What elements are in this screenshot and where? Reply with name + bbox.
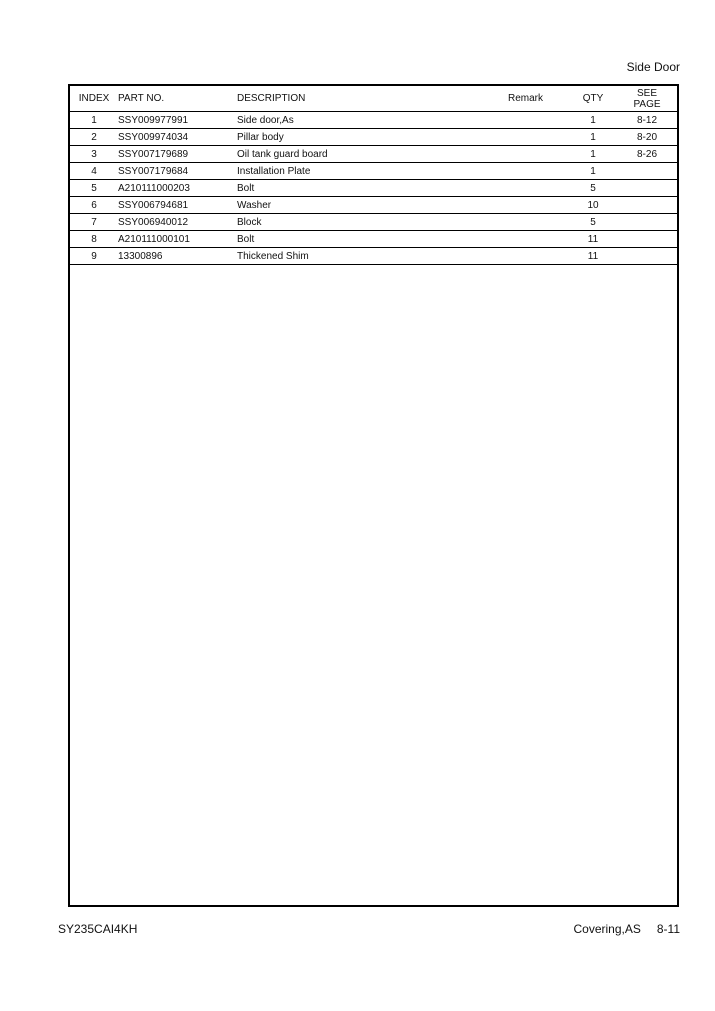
cell-index: 4: [70, 163, 116, 180]
cell-index: 9: [70, 248, 116, 265]
parts-table: [70, 86, 677, 265]
footer-section-page: [573, 922, 680, 936]
cell-remark: [480, 231, 569, 248]
cell-part-no: SSY006794681: [116, 197, 235, 214]
cell-see-page: 8-26: [615, 146, 677, 163]
cell-remark: [480, 180, 569, 197]
cell-index: 3: [70, 146, 116, 163]
cell-part-no: A210111000203: [116, 180, 235, 197]
cell-description: Oil tank guard board: [235, 146, 480, 163]
cell-description: Thickened Shim: [235, 248, 480, 265]
parts-list-frame: [68, 84, 679, 907]
cell-see-page: [615, 231, 677, 248]
cell-description: Side door,As: [235, 112, 480, 129]
cell-qty: 1: [569, 112, 615, 129]
table-row: [70, 112, 677, 129]
cell-part-no: SSY007179684: [116, 163, 235, 180]
cell-remark: [480, 197, 569, 214]
column-header-remark: Remark: [480, 86, 569, 112]
cell-description: Installation Plate: [235, 163, 480, 180]
cell-see-page: 8-20: [615, 129, 677, 146]
table-body: [70, 112, 677, 265]
footer-section: Covering,AS: [573, 922, 641, 936]
cell-part-no: SSY006940012: [116, 214, 235, 231]
cell-index: 5: [70, 180, 116, 197]
column-header-qty: QTY: [569, 86, 615, 112]
cell-description: Block: [235, 214, 480, 231]
cell-description: Bolt: [235, 231, 480, 248]
cell-index: 2: [70, 129, 116, 146]
cell-remark: [480, 214, 569, 231]
table-row: [70, 129, 677, 146]
cell-remark: [480, 112, 569, 129]
cell-remark: [480, 146, 569, 163]
column-header-index: INDEX: [70, 86, 116, 112]
cell-part-no: SSY009977991: [116, 112, 235, 129]
column-header-see: SEE: [636, 87, 657, 99]
table-header-row: [70, 86, 677, 112]
cell-index: 8: [70, 231, 116, 248]
table-row: [70, 248, 677, 265]
cell-qty: 1: [569, 146, 615, 163]
cell-remark: [480, 163, 569, 180]
footer-page-number: 8-11: [656, 922, 680, 936]
footer-model: SY235CAI4KH: [58, 922, 138, 936]
cell-see-page: [615, 180, 677, 197]
table-row: [70, 231, 677, 248]
cell-description: Pillar body: [235, 129, 480, 146]
cell-see-page: 8-12: [615, 112, 677, 129]
cell-qty: 11: [569, 231, 615, 248]
cell-qty: 10: [569, 197, 615, 214]
cell-qty: 5: [569, 214, 615, 231]
table-row: [70, 146, 677, 163]
cell-remark: [480, 129, 569, 146]
cell-see-page: [615, 248, 677, 265]
cell-see-page: [615, 197, 677, 214]
cell-qty: 1: [569, 129, 615, 146]
cell-index: 7: [70, 214, 116, 231]
column-header-part-no: PART NO.: [116, 86, 235, 112]
cell-index: 6: [70, 197, 116, 214]
column-header-description: DESCRIPTION: [235, 86, 480, 112]
page-title: Side Door: [626, 60, 680, 74]
cell-see-page: [615, 163, 677, 180]
cell-qty: 11: [569, 248, 615, 265]
cell-part-no: SSY009974034: [116, 129, 235, 146]
cell-description: Washer: [235, 197, 480, 214]
cell-remark: [480, 248, 569, 265]
cell-part-no: SSY007179689: [116, 146, 235, 163]
cell-part-no: A210111000101: [116, 231, 235, 248]
table-row: [70, 214, 677, 231]
cell-qty: 5: [569, 180, 615, 197]
table-row: [70, 163, 677, 180]
cell-see-page: [615, 214, 677, 231]
column-header-page: PAGE: [633, 98, 661, 110]
table-row: [70, 197, 677, 214]
cell-description: Bolt: [235, 180, 480, 197]
cell-part-no: 13300896: [116, 248, 235, 265]
table-row: [70, 180, 677, 197]
column-header-see-page: [615, 86, 677, 112]
cell-index: 1: [70, 112, 116, 129]
cell-qty: 1: [569, 163, 615, 180]
